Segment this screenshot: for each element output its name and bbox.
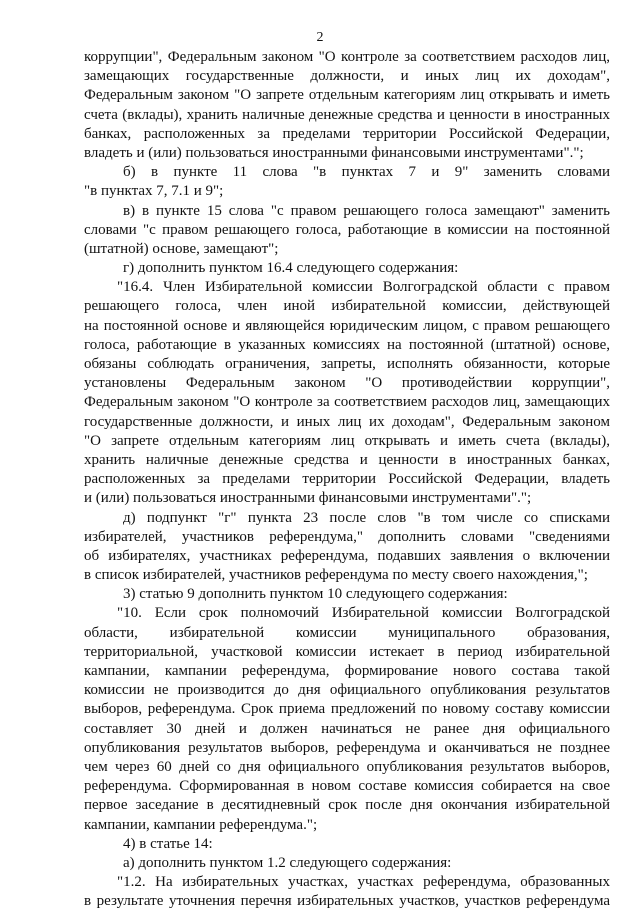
text-line: 4) в статье 14: bbox=[123, 835, 213, 852]
text-line: словами "с правом решающего голоса, работающие в комиссии на постоянной bbox=[84, 221, 610, 238]
text-line: владеть и (или) пользоваться иностранными финансовыми инструментами"."; bbox=[84, 144, 584, 161]
text-line: избирателей, участников референдума," дополнить словами "сведениями bbox=[84, 528, 610, 545]
text-line: кампании, кампании референдума."; bbox=[84, 816, 318, 833]
text-line: 3) статью 9 дополнить пунктом 10 следующего содержания: bbox=[123, 586, 508, 603]
text-line: "О запрете отдельным категориям лиц открывать и иметь счета (вклады), bbox=[84, 432, 610, 449]
text-line: референдума. Сформированная в новом составе комиссия собирается на свое bbox=[84, 778, 610, 795]
text-line: "в пунктах 7, 7.1 и 9"; bbox=[84, 183, 224, 200]
text-line: а) дополнить пунктом 1.2 следующего содержания: bbox=[123, 854, 452, 871]
document-body bbox=[84, 48, 610, 911]
text-line: (штатной) основе, замещают"; bbox=[84, 240, 279, 257]
text-line: в результате уточнения перечня избирательных участков, участков референдума bbox=[84, 893, 610, 910]
text-line: установлены Федеральным законом "О противодействии коррупции", bbox=[84, 375, 610, 392]
text-line: расположенных за пределами территории Российской Федерации, владеть bbox=[84, 471, 610, 488]
text-line: б) в пункте 11 слова "в пунктах 7 и 9" заменить словами bbox=[123, 164, 610, 181]
text-line: замещающих государственные должности, и иных лиц их доходам", bbox=[84, 68, 610, 85]
text-line: территориальной, участковой комиссии истекает в период избирательной bbox=[84, 643, 610, 660]
text-line: области, избирательной комиссии муниципального образования, bbox=[84, 624, 610, 641]
text-line: в) в пункте 15 слова "с правом решающего голоса замещают" заменить bbox=[123, 202, 610, 219]
text-line: решающего голоса, член иной избирательной комиссии, действующей bbox=[84, 298, 610, 315]
text-line: Федеральным законом "О контроле за соответствием расходов лиц, замещающих bbox=[84, 394, 610, 411]
text-line: чем через 60 дней со дня официального опубликования результатов выборов, bbox=[84, 758, 610, 775]
text-line: Федеральным законом "О запрете отдельным категориям лиц открывать и иметь bbox=[84, 87, 610, 104]
text-line: государственные должности, и иных лиц их доходам", Федеральным законом bbox=[84, 413, 610, 430]
text-line: опубликования результатов выборов, референдума и оканчиваться не позднее bbox=[84, 739, 610, 756]
text-line: хранить наличные денежные средства и ценности в иностранных банках, bbox=[84, 451, 610, 468]
text-line: "10. Если срок полномочий Избирательной комиссии Волгоградской bbox=[117, 605, 610, 622]
text-line: г) дополнить пунктом 16.4 следующего содержания: bbox=[123, 260, 459, 277]
text-line: "1.2. На избирательных участках, участках референдума, образованных bbox=[117, 874, 610, 891]
text-line: в список избирателей, участников референдума по месту своего нахождения,"; bbox=[84, 567, 588, 584]
text-line: банках, расположенных за пределами территории Российской Федерации, bbox=[84, 125, 610, 142]
text-line: комиссии не производится до дня официального опубликования результатов bbox=[84, 682, 610, 699]
text-line: первое заседание в десятидневный срок после дня окончания избирательной bbox=[84, 797, 610, 814]
text-line: и (или) пользоваться иностранными финансовыми инструментами"."; bbox=[84, 490, 532, 507]
text-line: "16.4. Член Избирательной комиссии Волгоградской области с правом bbox=[117, 279, 610, 296]
text-line: д) подпункт "г" пункта 23 после слов "в том числе со списками bbox=[123, 509, 610, 526]
text-line: счета (вклады), хранить наличные денежные средства и ценности в иностранных bbox=[84, 106, 610, 123]
text-line: коррупции", Федеральным законом "О контроле за соответствием расходов лиц, bbox=[84, 49, 610, 65]
text-line: на постоянной основе и являющейся юридическим лицом, с правом решающего bbox=[84, 317, 610, 334]
text-line: составляет 30 дней и должен начинаться не ранее дня официального bbox=[84, 720, 610, 737]
text-line: об избирателях, участниках референдума, подавших заявления о включении bbox=[84, 547, 610, 564]
text-line: обязаны соблюдать ограничения, запреты, исполнять обязанности, которые bbox=[84, 356, 610, 372]
text-line: кампании, кампании референдума, формирование нового состава такой bbox=[84, 663, 610, 679]
page-number: 2 bbox=[316, 30, 324, 45]
text-line: выборов, референдума. Срок приема предложений по новому составу комиссии bbox=[84, 701, 610, 718]
text-line: голоса, работающие в указанных комиссиях на постоянной (штатной) основе, bbox=[84, 336, 610, 353]
